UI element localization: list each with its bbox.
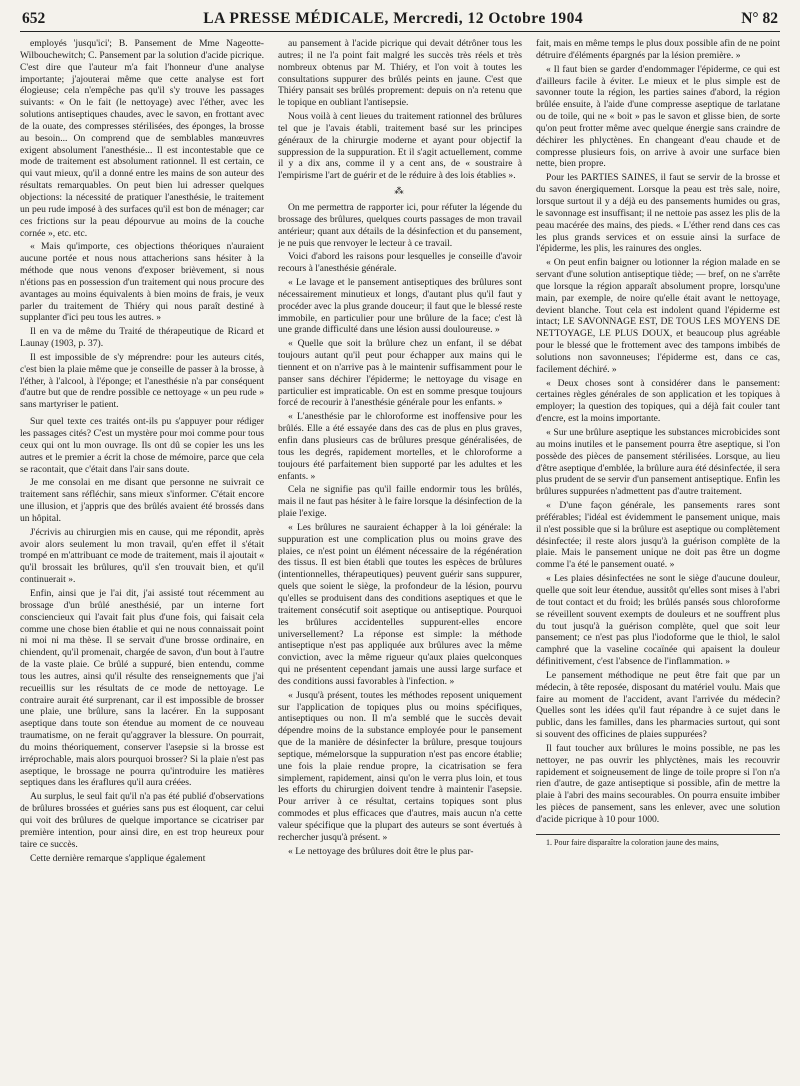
paragraph: « Deux choses sont à considérer dans le pansement: certaines règles générales de son application et les topiques à employer; la question des topiques, qui a déjà fait couler tant d'encre, est la moins importante.: [536, 377, 780, 425]
paragraph: « Il faut bien se garder d'endommager l'épiderme, ce qui est d'ailleurs facile à éviter. Le mieux et le plus simple est de savonner toute la région, les parties saines d'abord, la région brûlée ensuite, à l'aide d'une compresse aseptique de tarlatane ou de toile, qui ne « boit » pas le savon et glisse bien, de sorte qu'on peut frotter même avec quelque énergie sans craindre de déchirer les phlyctènes. En changeant d'eau chaude et de compresse plusieurs fois, on arrive à avoir une surface bien nette, bien propre.: [536, 63, 780, 170]
page-number: 652: [22, 10, 46, 27]
paragraph: Cela ne signifie pas qu'il faille endormir tous les brûlés, mais il ne faut pas hésiter à le faire lorsque la désinfection de la plaie l'exige.: [278, 484, 522, 520]
paragraph: « Sur une brûlure aseptique les substances microbicides sont au moins inutiles et le pansement pourra être aseptique, si l'on possède des pièces de pansement stérilisées. Lorsque, au lieu d'être aseptique d'emblée, la brûlure aura été désinfectée, il sera plus prudent de se servir d'un pansement antiseptique. Enfin les brûlures suppurées n'admettent pas d'autre traitement.: [536, 427, 780, 498]
paragraph: « Le nettoyage des brûlures doit être le plus par-: [288, 845, 474, 857]
text-columns: [20, 38, 780, 1086]
paragraph: « L'anesthésie par le chloroforme est inoffensive pour les brûlés. Elle a été essayée dans des cas de plus en plus graves, enfin dans plusieurs cas de brûlures presque généralisées, de tous les degrés, rapidement mortelles, et le chloroforme a toujours été parfaitement bien supporté par les adultes et les enfants. »: [278, 411, 522, 482]
paragraph: « On peut enfin baigner ou lotionner la région malade en se servant d'une solution antiseptique tiède; — bref, on ne s'arrête que lorsque la région apparaît absolument propre, lorsqu'une main, par exemple, de noire qu'elle était avant le nettoyage, devient blanche. Tout cela est indolent quand l'épiderme est intact; LE SAVONNAGE EST, DE TOUS LES MOYENS DE NETTOYAGE, LE PLUS DOUX, et beaucoup plus agréable pour le blessé que le frottement avec des tampons imbibés de solutions non savonneuses; l'épiderme est, dans ce cas, facilement déchiré. »: [536, 257, 780, 375]
paragraph: Au surplus, le seul fait qu'il n'a pas été publié d'observations de brûlures brossées et guéries sans pus est éloquent, car celui qui voit des brûlures de quelque importance se cicatriser par première intention, pour ainsi dire, en est trop heureux pour taire ce succès.: [20, 791, 264, 850]
column-middle: [278, 38, 522, 1086]
paragraph: au pansement à l'acide picrique qui devait détrôner tous les autres; il ne l'a point fait malgré les succès très réels et très nombreux obtenus par M. Thiéry, et l'on voit à toutes les consultations suppurer des brûlés peints en jaune. C'est que Thiéry pansait ses brûlés proprement: depuis on n'a retenu que le topique en oubliant l'antisepsie.: [278, 38, 522, 109]
paragraph: employés 'jusqu'ici'; B. Pansement de Mme Nageotte-Wilbouchewitch; C. Pansement par la solution d'acide picrique. C'est dire que l'auteur m'a fait l'honneur d'une analyse importante; j'ajouterai même que cette analyse est fort élogieuse; cela n'empêche pas qu'il s'y trouve les passages suivants: « On le fait (le nettoyage) avec l'éther, avec les solutions antiseptiques chaudes, avec le savon, en frottant avec de la ouate, des compresses stérilisées, des éponges, la brosse au besoin... On comprend que de semblables manœuvres exigent absolument l'anesthésie... Il est incontestable que ce mode de traitement est absolument rationnel. Il est certain, ce qui vaut mieux, qu'il a donné entre les mains de son auteur des résultats remarquables. On peut bien lui adresser quelques objections: la nécessité de pratiquer l'anesthésie, le traitement un peu rude imposé à des surfaces qu'il est bon de ménager; car ces frictions sur la peau dépourvue au moins de la couche cornée », etc. etc.: [20, 38, 264, 239]
paragraph: Le pansement méthodique ne peut être fait que par un médecin, à tête reposée, disposant du matériel voulu. Mais que faire au moment de l'accident, avant l'arrivée du médecin? Quelles sont les idées qu'il faut répandre à ce sujet dans le public, dans les familles, dans les pharmacies surtout, qui sont si souvent des officines de plaies suppurées?: [536, 669, 780, 741]
issue-number: N° 82: [741, 10, 778, 27]
paragraph: Il en va de même du Traité de thérapeutique de Ricard et Launay (1903, p. 37).: [20, 326, 264, 350]
journal-title: LA PRESSE MÉDICALE, Mercredi, 12 Octobre 1904: [203, 10, 584, 27]
paragraph: « Jusqu'à présent, toutes les méthodes reposent uniquement sur l'application de topiques plus ou moins spécifiques, antiseptiques ou non. Il m'a semblé que le succès devait dépendre moins de la substance employée pour le pansement que de la manière de désinfecter la brûlure, presque toujours septique, mémelorsque la suppuration n'est pas encore établie; une fois la plaie rendue propre, la cicatrisation se fera simplement, rapidement, ainsi qu'on le verra plus loin, et tous les efforts du chirurgien doivent tendre à maintenir l'asepsie. Pour arriver à ce résultat, certains topiques sont plus commodes et plus efficaces que d'autres, mais aucun n'a cette valeur spécifique que la plupart des auteurs se sont évertués à rechercher jusqu'à présent. »: [278, 689, 522, 843]
paragraph: fait, mais en même temps le plus doux possible afin de ne point détruire d'éléments épargnés par la lésion première. »: [536, 38, 780, 61]
paragraph: Voici d'abord les raisons pour lesquelles je conseille d'avoir recours à l'anesthésie générale.: [278, 251, 522, 275]
section-divider: ⁂: [394, 186, 406, 198]
paragraph: Il faut toucher aux brûlures le moins possible, ne pas les nettoyer, ne pas ouvrir les phlyctènes, mais les recouvrir rapidement et soigneusement de linge de toile propre si l'on n'a rien d'autre, de gaze antiseptique si possible, afin de mettre la plaie à l'abri des mains secourables. On pourra ensuite imbiber les pièces de pansement, sans les enlever, avec une solution d'acide picrique à 10 pour 1000.: [536, 742, 780, 825]
paragraph: Enfin, ainsi que je l'ai dit, j'ai assisté tout récemment au brossage d'un brûlé anesthésié, par un interne fort consciencieux qui l'avait fait plus d'une fois, qui faisait cela comme une chose bien établie et qui ne nous connaissait point ni moi ni ma thèse. Il se servait d'une brosse ordinaire, en chiendent, qu'il promenait, chargée de savon, d'un bout à l'autre de la vaste plaie. Ce brûlé a suppuré, bien entendu, comme tous les autres, ainsi qu'il résulte des renseignements que j'ai recueillis sur les résultats de ce mode de nettoyage. Le contraire aurait été surprenant, car il est impossible de brosser une plaie, une brûlure, sans la lacérer. En la supposant aseptique dans toute son étendue au moment de ce nouveau traumatisme, on ne ferait qu'aggraver la blessure. On pourrait, du moins théoriquement, conserver l'asepsie si la brosse est irréprochable, mais alors pourquoi brosser? Si la plaie n'est pas aseptique, le brossage ne pourra qu'introduire les matières septiques dans les éraflures qu'il aura créées.: [20, 587, 264, 789]
paragraph: Pour les PARTIES SAINES, il faut se servir de la brosse et du savon énergiquement. Lorsque la peau est très sale, noire, lorsque surtout il y a déjà eu des pansements humides ou gras, le savonnage est insuffisant; il ne nettoie pas assez les plis de la peau macérée des mains, des pieds. « L'éther rend dans ces cas les plus grands services et on essuie ainsi la surface de l'épiderme, les plis, les rainures des ongles.: [536, 172, 780, 255]
paragraph: Nous voilà à cent lieues du traitement rationnel des brûlures tel que je l'avais établi, traitement basé sur les principes généraux de la chirurgie moderne et ayant pour objectif la suppression de la suppuration. Et il s'agit actuellement, comme il y a dix ans, comme il y a cent ans, de « soustraire à l'empirisme l'art de guérir et de le réduire à des lois établies ».: [278, 111, 522, 182]
paragraph: Sur quel texte ces traités ont-ils pu s'appuyer pour rédiger les passages cités? C'est un mystère pour moi comme pour tous ceux qui ont lu mon ouvrage. Ils ont dû se copier les uns les autres et le premier a écrit la chose de mémoire, parce que cela se racontait, que c'était dans l'air sans doute.: [20, 416, 264, 475]
footnote: 1. Pour faire disparaître la coloration jaune des mains,: [546, 837, 719, 847]
paragraph: « Les brûlures ne sauraient échapper à la loi générale: la suppuration est une complication plus ou moins grave des plaies, ce n'est point un élément nécessaire de la régénération des tissus. Il est bien établi que toutes les espèces de brûlures (intentionnelles, thérapeutiques) peuvent guérir sans suppurer, quels que soient le siège, la profondeur de la lésion, pourvu qu'elles se produisent dans des conditions aseptiques et que le traitement consécutif soit aseptique ou antiseptique. Pourquoi les brûlures accidentelles suppurent-elles encore universellement? La réponse est simple: la méthode antiseptique n'est pas appliquée aux brûlures avec la même conviction, avec la même rigueur qu'aux plaies quelconques qui ne présentent cependant jamais une aussi large surface et des conditions aussi favorables à l'infection. »: [278, 521, 522, 687]
paragraph: « Les plaies désinfectées ne sont le siège d'aucune douleur, quelle que soit leur étendue, aussitôt qu'elles sont mises à l'abri de tout contact et du froid; les brûlés pansés sous chloroforme se réveillent souvent exempts de douleurs et ne souffrent plus du tout jusqu'à la guérison complète, quel que soit leur pansement; ce n'est pas plus l'iodoforme que le thiol, le salol camphré que la vaseline cocaïnée qui apaisent la douleur définitivement, c'est l'absence de l'inflammation. »: [536, 573, 780, 668]
column-left: [20, 38, 264, 1086]
column-right-body: [536, 38, 780, 826]
paragraph: « D'une façon générale, les pansements rares sont préférables; l'idéal est évidemment le pansement unique, mais il n'est possible que si la brûlure est aseptique ou complètement désinfectée; il reste alors jusqu'à la guérison complète de la plaie. Mais le pansement unique ne doit pas être un dogme comme l'a été le pansement ouaté. »: [536, 500, 780, 571]
paragraph: J'écrivis au chirurgien mis en cause, qui me répondit, après avoir alors seulement lu mon travail, qu'en effet il s'était trompé en m'attribuant ce mode de traitement, mais il ajoutait « qu'il brossait les brûlures, qu'il s'en trouvait bien, et qu'il continuerait ».: [20, 526, 264, 586]
footnote-rule: [536, 834, 780, 835]
running-head: [20, 10, 780, 32]
paragraph: « Quelle que soit la brûlure chez un enfant, il se débat toujours autant qu'il peut pour échapper aux mains qui le tiennent et on n'arrive pas à le maintenir suffisamment pour le panser sans déchirer l'épiderme; le nettoyage du visage en particulier est impraticable. On est en somme presque toujours forcé de recourir à l'anesthésie générale pour les enfants. »: [278, 338, 522, 409]
paragraph: « Le lavage et le pansement antiseptiques des brûlures sont nécessairement minutieux et longs, d'autant plus qu'il faut y procéder avec la plus grande douceur; il faut que le blessé reste immobile, en particulier pour une brûlure de la face; c'est là une grande difficulté dans une lésion aussi douloureuse. »: [278, 277, 522, 336]
paragraph: Il est impossible de s'y méprendre: pour les auteurs cités, c'est bien la plaie même que je conseille de passer à la brosse, à l'éther, à l'alcool, à l'éponge; et l'anesthésie n'a par conséquent d'autre but que de rendre possible ce nettoyage « un peu rude » sans martyriser le patient.: [20, 351, 264, 411]
paragraph: Je me consolai en me disant que personne ne suivrait ce traitement sans réfléchir, sans mieux s'informer. C'était encore une illusion, et j'appris que des brûlés avaient été brossés dans un hôpital.: [20, 477, 264, 524]
paragraph: On me permettra de rapporter ici, pour réfuter la légende du brossage des brûlures, quelques courts passages de mon travail antérieur; quant aux détails de la désinfection et du pansement, je ne puis que renvoyer le lecteur à ce travail.: [278, 201, 522, 249]
paragraph: « Mais qu'importe, ces objections théoriques n'auraient aucune portée et nous nous attacherions sans hésiter à la méthode que nous venons d'exposer brièvement, si nous n'étions pas en possession d'un traitement qui nous procure des avantages au moins équivalents à bien moins de frais, je veux parler du traitement de Thiéry qui nous paraît destiné à supplanter d'ici peu tous les autres. »: [20, 241, 264, 324]
paragraph: Cette dernière remarque s'applique également: [30, 852, 206, 864]
column-right: [536, 38, 780, 1086]
